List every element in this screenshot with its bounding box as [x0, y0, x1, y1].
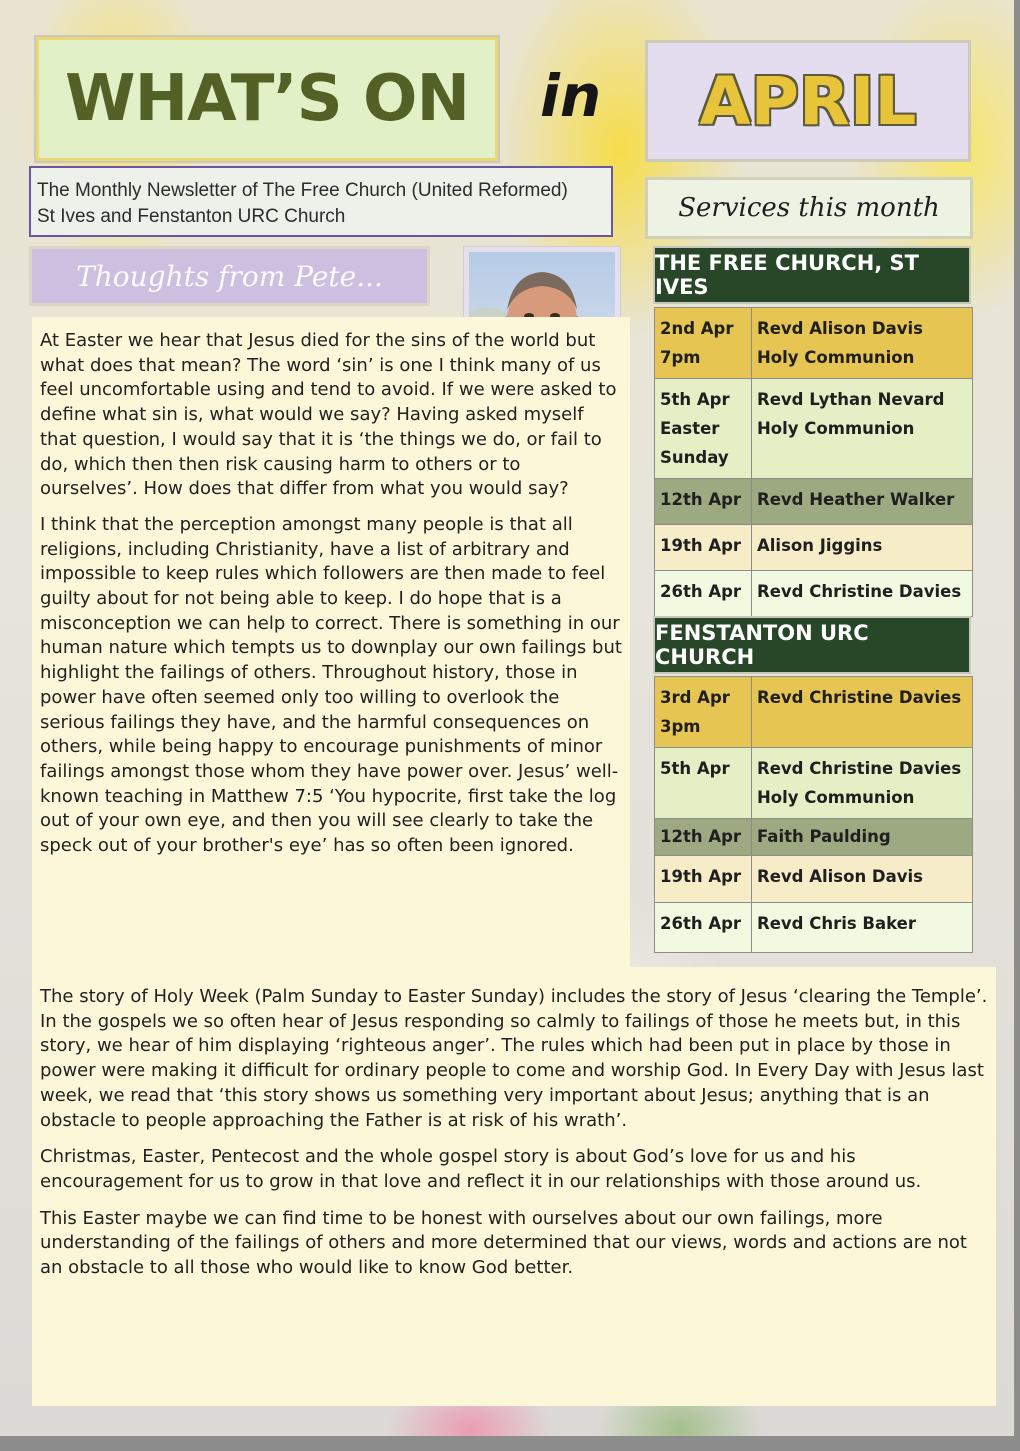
article-paragraph-3: The story of Holy Week (Palm Sunday to Easter Sunday) includes the story of Jesus ‘clearing the Temple’. In the gospels we so often hear of Jesus responding so calmly to failings of those he meets but, in this story, we hear of him displaying ‘righteous anger’. The rules which had been put in place by those in power were making it difficult for ordinary people to come and worship God. In Every Day with Jesus last week, we read that ‘this story shows us something very important about Jesus; anything that is an obstacle to people approaching the Father is at risk of his wrath’.: [40, 986, 988, 1131]
thoughts-heading: Thoughts from Pete...: [29, 246, 430, 306]
newsletter-subtitle: [29, 166, 613, 237]
service-row: [655, 525, 973, 571]
service-row: [655, 748, 973, 819]
article-continued: [32, 967, 996, 1406]
service-row: [655, 903, 973, 953]
service-row: [655, 479, 973, 525]
title-banner: [36, 37, 498, 161]
service-details: Revd Christine Davies Holy Communion: [752, 748, 973, 819]
article-column: [32, 317, 630, 967]
service-row: [655, 819, 973, 856]
article-paragraph-5: This Easter maybe we can find time to be honest with ourselves about our own failings, more understanding of the failings of others and more determined that our views, words and actions are not an obstacle to all those who would like to know God better.: [40, 1207, 967, 1279]
service-date: 26th Apr: [655, 571, 752, 617]
service-details: Revd Chris Baker: [752, 903, 973, 953]
title-in: in: [540, 62, 602, 130]
service-date: 12th Apr: [655, 819, 752, 856]
article-paragraph-4: Christmas, Easter, Pentecost and the whole gospel story is about God’s love for us and his encouragement for us to grow in that love and reflect it in our relationships with those around us.: [40, 1146, 922, 1192]
service-details: Revd Alison Davis: [752, 856, 973, 903]
service-details: Revd Christine Davies: [752, 571, 973, 617]
fenstanton-services-table: [654, 676, 973, 953]
service-date: 12th Apr: [655, 479, 752, 525]
service-date: 5th Apr: [655, 748, 752, 819]
newsletter-line-1: The Monthly Newsletter of The Free Church (United Reformed): [37, 180, 568, 201]
month-title: APRIL: [699, 62, 917, 140]
service-details: Revd Alison Davis Holy Communion: [752, 308, 973, 379]
page-title: WHAT’S ON: [64, 62, 470, 136]
service-details: Faith Paulding: [752, 819, 973, 856]
service-date: 19th Apr: [655, 856, 752, 903]
service-date: 3rd Apr 3pm: [655, 677, 752, 748]
service-date: 2nd Apr 7pm: [655, 308, 752, 379]
newsletter-line-2: St Ives and Fenstanton URC Church: [37, 206, 346, 227]
service-date: 5th Apr Easter Sunday: [655, 379, 752, 479]
service-row: [655, 308, 973, 379]
service-row: [655, 571, 973, 617]
service-date: 26th Apr: [655, 903, 752, 953]
fenstanton-header: FENSTANTON URC CHURCH: [653, 616, 971, 674]
service-details: Revd Lythan Nevard Holy Communion: [752, 379, 973, 479]
service-row: [655, 677, 973, 748]
free-church-services-table: [654, 307, 973, 617]
service-date: 19th Apr: [655, 525, 752, 571]
month-banner: [645, 40, 971, 162]
service-row: [655, 856, 973, 903]
free-church-header: THE FREE CHURCH, ST IVES: [653, 246, 971, 304]
article-paragraph-1: At Easter we hear that Jesus died for the sins of the world but what does that mean? The word ‘sin’ is one I think many of us feel uncomfortable using and tend to avoid. If we were asked to define what sin is, what would we say? Having asked myself that question, I would say that it is ‘the things we do, or fail to do, which then then risk causing harm to others or to ourselves’. How does that differ from what you would say?: [40, 330, 617, 500]
service-details: Revd Christine Davies: [752, 677, 973, 748]
service-details: Revd Heather Walker: [752, 479, 973, 525]
services-heading: Services this month: [645, 177, 973, 239]
article-paragraph-2: I think that the perception amongst many people is that all religions, including Christianity, have a list of arbitrary and impossible to keep rules which followers are then made to feel guilty about for not being able to keep. I do hope that is a misconception we can help to correct. There is something in our human nature which tempts us to downplay our own failings but highlight the failings of others. Throughout history, those in power have often seemed only too willing to overlook the serious failings they have, and the harmful consequences on others, while being happy to encourage punishments of minor failings amongst those whom they have power over. Jesus’ well-known teaching in Matthew 7:5 ‘You hypocrite, first take the log out of your own eye, and then you will see clearly to take the speck out of your brother's eye’ has so often been ignored.: [40, 513, 622, 857]
service-row: [655, 379, 973, 479]
service-details: Alison Jiggins: [752, 525, 973, 571]
